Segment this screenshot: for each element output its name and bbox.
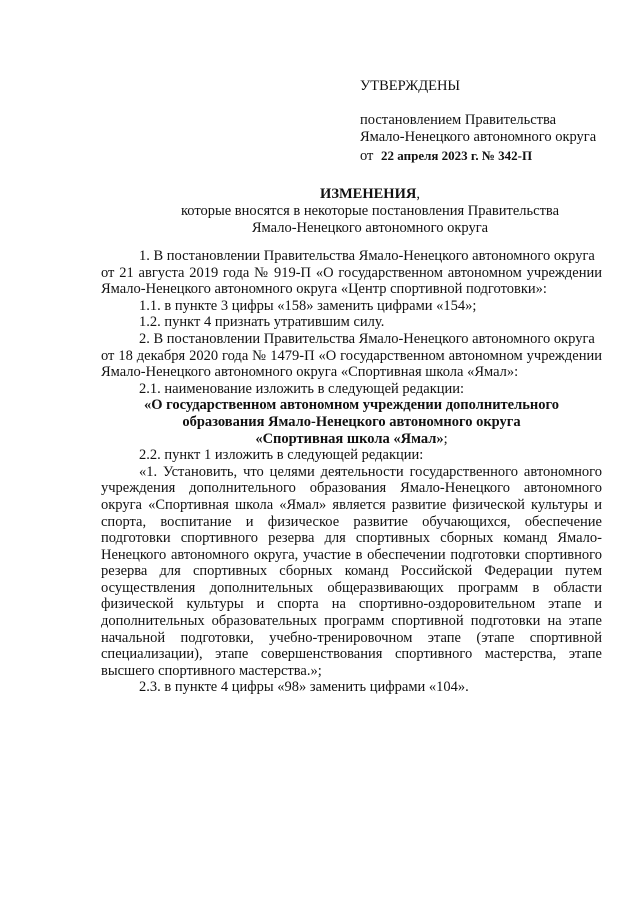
quoted-text-line: начальной подготовки, учебно-тренировочном этапе (этапе спортивной xyxy=(101,629,602,646)
title-subtitle: Ямало-Ненецкого автономного округа xyxy=(251,220,489,236)
quoted-text xyxy=(101,464,602,663)
new-name-text: «Спортивная школа «Ямал» xyxy=(255,430,444,447)
quoted-text-line: Ненецкого автономного округа, участие в обеспечении подготовки спортивного xyxy=(101,546,602,563)
approved-heading: УТВЕРЖДЕНЫ xyxy=(360,78,461,94)
paragraph-2: 2. В постановлении Правительства Ямало-Ненецкого автономного округа xyxy=(139,330,595,347)
quoted-text-line: «1. Установить, что целями деятельности государственного автономного xyxy=(139,463,602,480)
new-name-suffix: ; xyxy=(443,430,448,447)
quoted-text-line: специализации), этапе совершенствования спортивного мастерства, этапе xyxy=(101,646,602,663)
paragraph-2-line: от 18 декабря 2020 года № 1479-П «О государственном автономном учреждении xyxy=(101,347,602,364)
new-name-line: образования Ямало-Ненецкого автономного округа xyxy=(182,413,521,430)
item-1-1: 1.1. в пункте 3 цифры «158» заменить цифрами «154»; xyxy=(139,297,477,314)
quoted-text-line: осуществления дополнительных общеразвивающих программ в области xyxy=(101,579,602,596)
new-name-line xyxy=(101,431,602,448)
new-name-line: «О государственном автономном учреждении дополнительного xyxy=(144,397,559,414)
title-heading: ИЗМЕНЕНИЯ xyxy=(320,186,417,202)
quoted-text-line: учреждения дополнительного образования Ямало-Ненецкого автономного xyxy=(101,480,602,497)
document-body xyxy=(101,248,602,696)
approval-stamp xyxy=(360,78,596,165)
title-heading-suffix: , xyxy=(416,186,420,202)
approval-line: постановлением Правительства xyxy=(360,111,557,128)
paragraph-2-line: Ямало-Ненецкого автономного округа «Спортивная школа «Ямал»: xyxy=(101,364,519,381)
item-2-2: 2.2. пункт 1 изложить в следующей редакции: xyxy=(139,447,424,464)
approval-date xyxy=(360,147,596,166)
quoted-text-line: подготовки спортивного резерва для спортивных сборных команд Ямало- xyxy=(101,530,602,547)
date-value: 22 апреля 2023 г. № 342-П xyxy=(381,147,533,163)
paragraph-1-line: от 21 августа 2019 года № 919-П «О государственном автономном учреждении xyxy=(101,264,602,281)
date-prefix: от xyxy=(360,147,374,164)
paragraph-1: 1. В постановлении Правительства Ямало-Ненецкого автономного округа xyxy=(139,248,595,264)
item-2-1: 2.1. наименование изложить в следующей редакции: xyxy=(139,380,465,397)
quoted-text-last-line: высшего спортивного мастерства.»; xyxy=(101,662,322,679)
approval-line: Ямало-Ненецкого автономного округа xyxy=(360,129,597,145)
document-title xyxy=(100,186,640,237)
quoted-text-line: округа «Спортивная школа «Ямал» является развитие физической культуры и xyxy=(101,496,602,513)
item-1-2: 1.2. пункт 4 признать утратившим силу. xyxy=(139,314,385,331)
paragraph-1-line: Ямало-Ненецкого автономного округа «Центр спортивной подготовки»: xyxy=(101,281,547,298)
quoted-text-line: спорта, воспитание и физическое развитие обучающихся, обеспечение xyxy=(101,513,602,530)
quoted-text-line: физической культуры и спорта на спортивно-оздоровительном этапе и xyxy=(101,596,602,613)
item-2-3: 2.3. в пункте 4 цифры «98» заменить цифрами «104». xyxy=(139,679,469,696)
quoted-text-line: резерва для спортивных сборных команд Российской Федерации путем xyxy=(101,563,602,580)
title-subtitle: которые вносятся в некоторые постановления Правительства xyxy=(180,203,560,219)
quoted-text-line: дополнительных образовательных программ спортивной подготовки на этапе xyxy=(101,613,602,630)
